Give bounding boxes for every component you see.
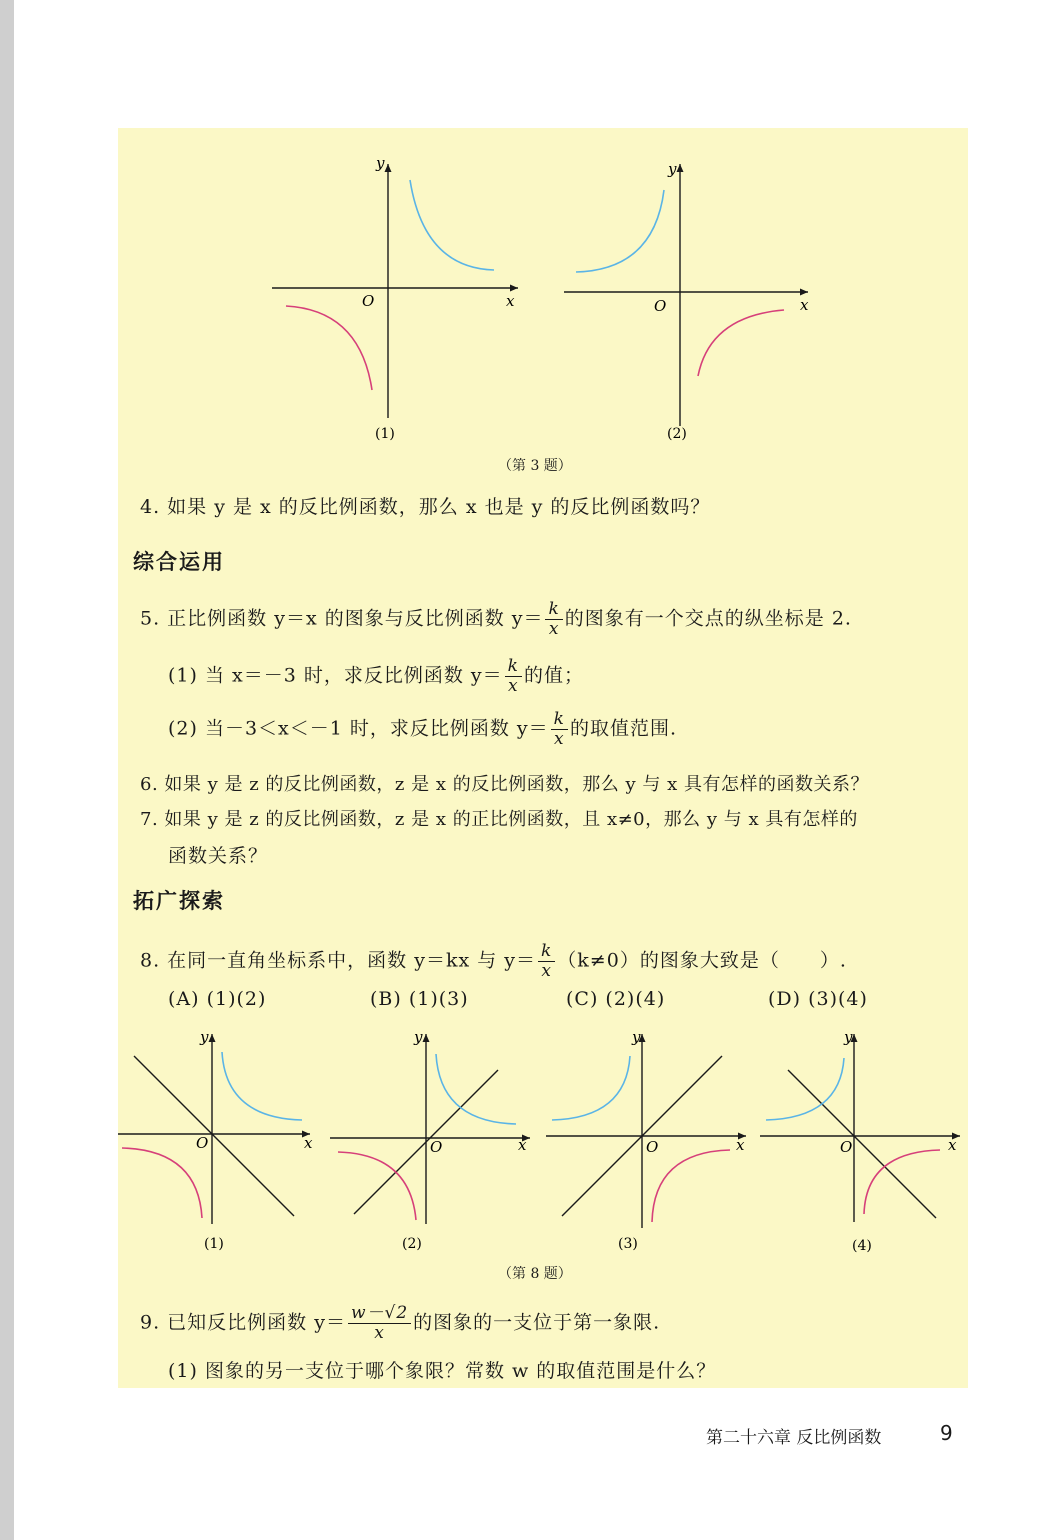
hyperbola-branch-q2 xyxy=(576,190,664,272)
fraction-numerator: k xyxy=(551,710,568,730)
origin-label: O xyxy=(646,1138,659,1156)
fig8-graph-3 xyxy=(546,1028,746,1252)
question-5-part-2 xyxy=(168,710,677,749)
hyperbola-branch-q2 xyxy=(552,1056,630,1120)
question-9 xyxy=(140,1304,660,1343)
question-9-part-1: (1) 图象的另一支位于哪个象限？常数 w 的取值范围是什么？ xyxy=(168,1360,717,1382)
origin-label: O xyxy=(362,292,375,310)
q9-text-pre: 9. 已知反比例函数 y＝ xyxy=(140,1311,346,1334)
hyperbola-branch-q1 xyxy=(222,1052,302,1120)
q8-option-b: (B) (1)(3) xyxy=(370,988,469,1010)
figure-8 xyxy=(118,1022,968,1258)
q9-text-post: 的图象的一支位于第一象限. xyxy=(413,1311,661,1334)
hyperbola-branch-q3 xyxy=(286,306,372,390)
x-axis-label: x xyxy=(506,292,515,310)
x-axis-arrow xyxy=(800,289,808,296)
question-7-line-2: 函数关系？ xyxy=(168,845,269,867)
question-7-line-1: 7. 如果 y 是 z 的反比例函数，z 是 x 的正比例函数，且 x≠0，那么 y 与 x 具有怎样的 xyxy=(140,809,858,830)
q8-option-c: (C) (2)(4) xyxy=(566,988,666,1010)
q8-option-a: (A) (1)(2) xyxy=(168,988,267,1010)
origin-label: O xyxy=(196,1134,209,1152)
section-heading-explore: 拓广探索 xyxy=(133,889,225,913)
page-number: 9 xyxy=(940,1421,953,1445)
question-5-part-1 xyxy=(168,657,584,696)
fraction-denominator: x xyxy=(548,619,560,639)
hyperbola-branch-q4 xyxy=(864,1150,940,1214)
fraction-k-over-x xyxy=(505,657,522,696)
hyperbola-branch-q2 xyxy=(766,1058,844,1120)
hyperbola-branch-q1 xyxy=(410,180,494,270)
fraction-k-over-x xyxy=(538,942,555,981)
hyperbola-branch-q3 xyxy=(122,1148,202,1218)
line-y-kx xyxy=(134,1056,294,1216)
hyperbola-branch-q3 xyxy=(338,1152,416,1220)
fraction-denominator: x xyxy=(374,1323,385,1343)
hyperbola-branch-q4 xyxy=(652,1150,730,1222)
q5-text-pre: 5. 正比例函数 y＝x 的图象与反比例函数 y＝ xyxy=(140,607,544,630)
q5-1-text-post: 的值； xyxy=(523,664,584,687)
fig8-graph-1 xyxy=(118,1028,313,1252)
graph-label: (3) xyxy=(618,1236,638,1252)
fig3-graph-1 xyxy=(272,154,518,442)
q5-1-text-pre: (1) 当 x＝－3 时，求反比例函数 y＝ xyxy=(168,664,503,687)
scan-edge xyxy=(0,0,14,1540)
y-axis-arrow xyxy=(385,164,392,172)
q5-2-text-pre: (2) 当－3＜x＜－1 时，求反比例函数 y＝ xyxy=(168,717,549,740)
hyperbola-branch-q1 xyxy=(436,1054,516,1124)
x-axis-arrow xyxy=(510,285,518,292)
fig8-graph-2 xyxy=(330,1028,530,1252)
hyperbola-branch-q4 xyxy=(698,310,784,376)
q5-text-post: 的图象有一个交点的纵坐标是 2. xyxy=(564,607,852,630)
graph-label: (2) xyxy=(667,426,687,442)
fraction-denominator: x xyxy=(507,676,519,696)
q8-text-pre: 8. 在同一直角坐标系中，函数 y＝kx 与 y＝ xyxy=(140,949,536,972)
figure-3 xyxy=(262,150,822,450)
graph-label: (1) xyxy=(204,1236,224,1252)
question-4: 4. 如果 y 是 x 的反比例函数，那么 x 也是 y 的反比例函数吗？ xyxy=(140,496,711,518)
line-y-kx xyxy=(788,1070,936,1218)
fraction-denominator: x xyxy=(554,729,565,749)
y-axis-label: y xyxy=(844,1028,853,1046)
y-axis-label: y xyxy=(668,160,677,178)
fraction-w-minus-sqrt2-over-x xyxy=(348,1304,411,1343)
fraction-k-over-x xyxy=(545,600,562,639)
origin-label: O xyxy=(840,1138,853,1156)
fraction-numerator: k xyxy=(538,942,555,962)
section-heading-comprehensive: 综合运用 xyxy=(133,550,225,574)
fraction-denominator: x xyxy=(541,961,552,981)
fraction-numerator: w－√2 xyxy=(348,1304,411,1324)
question-6: 6. 如果 y 是 z 的反比例函数，z 是 x 的反比例函数，那么 y 与 x 具有怎样的函数关系？ xyxy=(140,774,869,795)
y-axis-label: y xyxy=(376,154,385,172)
y-axis-arrow xyxy=(677,164,684,172)
y-axis-arrow xyxy=(423,1034,430,1042)
fraction-numerator: k xyxy=(545,600,562,620)
figure-3-caption: （第 3 题） xyxy=(498,458,572,474)
q5-2-text-post: 的取值范围. xyxy=(569,717,678,740)
origin-label: O xyxy=(654,297,667,315)
x-axis-label: x xyxy=(304,1134,313,1152)
x-axis-label: x xyxy=(948,1136,957,1154)
fraction-k-over-x xyxy=(551,710,568,749)
q8-text-post: （k≠0）的图象大致是（ ）. xyxy=(557,949,847,972)
y-axis-arrow xyxy=(209,1034,216,1042)
question-8 xyxy=(140,942,847,981)
y-axis-label: y xyxy=(200,1028,209,1046)
fig8-graph-4 xyxy=(760,1028,960,1254)
fig3-graph-2 xyxy=(564,160,809,442)
x-axis-label: x xyxy=(800,296,809,314)
origin-label: O xyxy=(430,1138,443,1156)
chapter-title: 第二十六章 反比例函数 xyxy=(706,1428,882,1448)
x-axis-label: x xyxy=(736,1136,745,1154)
fraction-numerator: k xyxy=(505,657,522,677)
graph-label: (2) xyxy=(402,1236,422,1252)
question-5 xyxy=(140,600,852,639)
y-axis-label: y xyxy=(632,1028,641,1046)
graph-label: (1) xyxy=(375,426,395,442)
q8-option-d: (D) (3)(4) xyxy=(768,988,868,1010)
y-axis-label: y xyxy=(414,1028,423,1046)
x-axis-label: x xyxy=(518,1136,527,1154)
figure-8-caption: （第 8 题） xyxy=(498,1266,572,1282)
graph-label: (4) xyxy=(852,1238,872,1254)
